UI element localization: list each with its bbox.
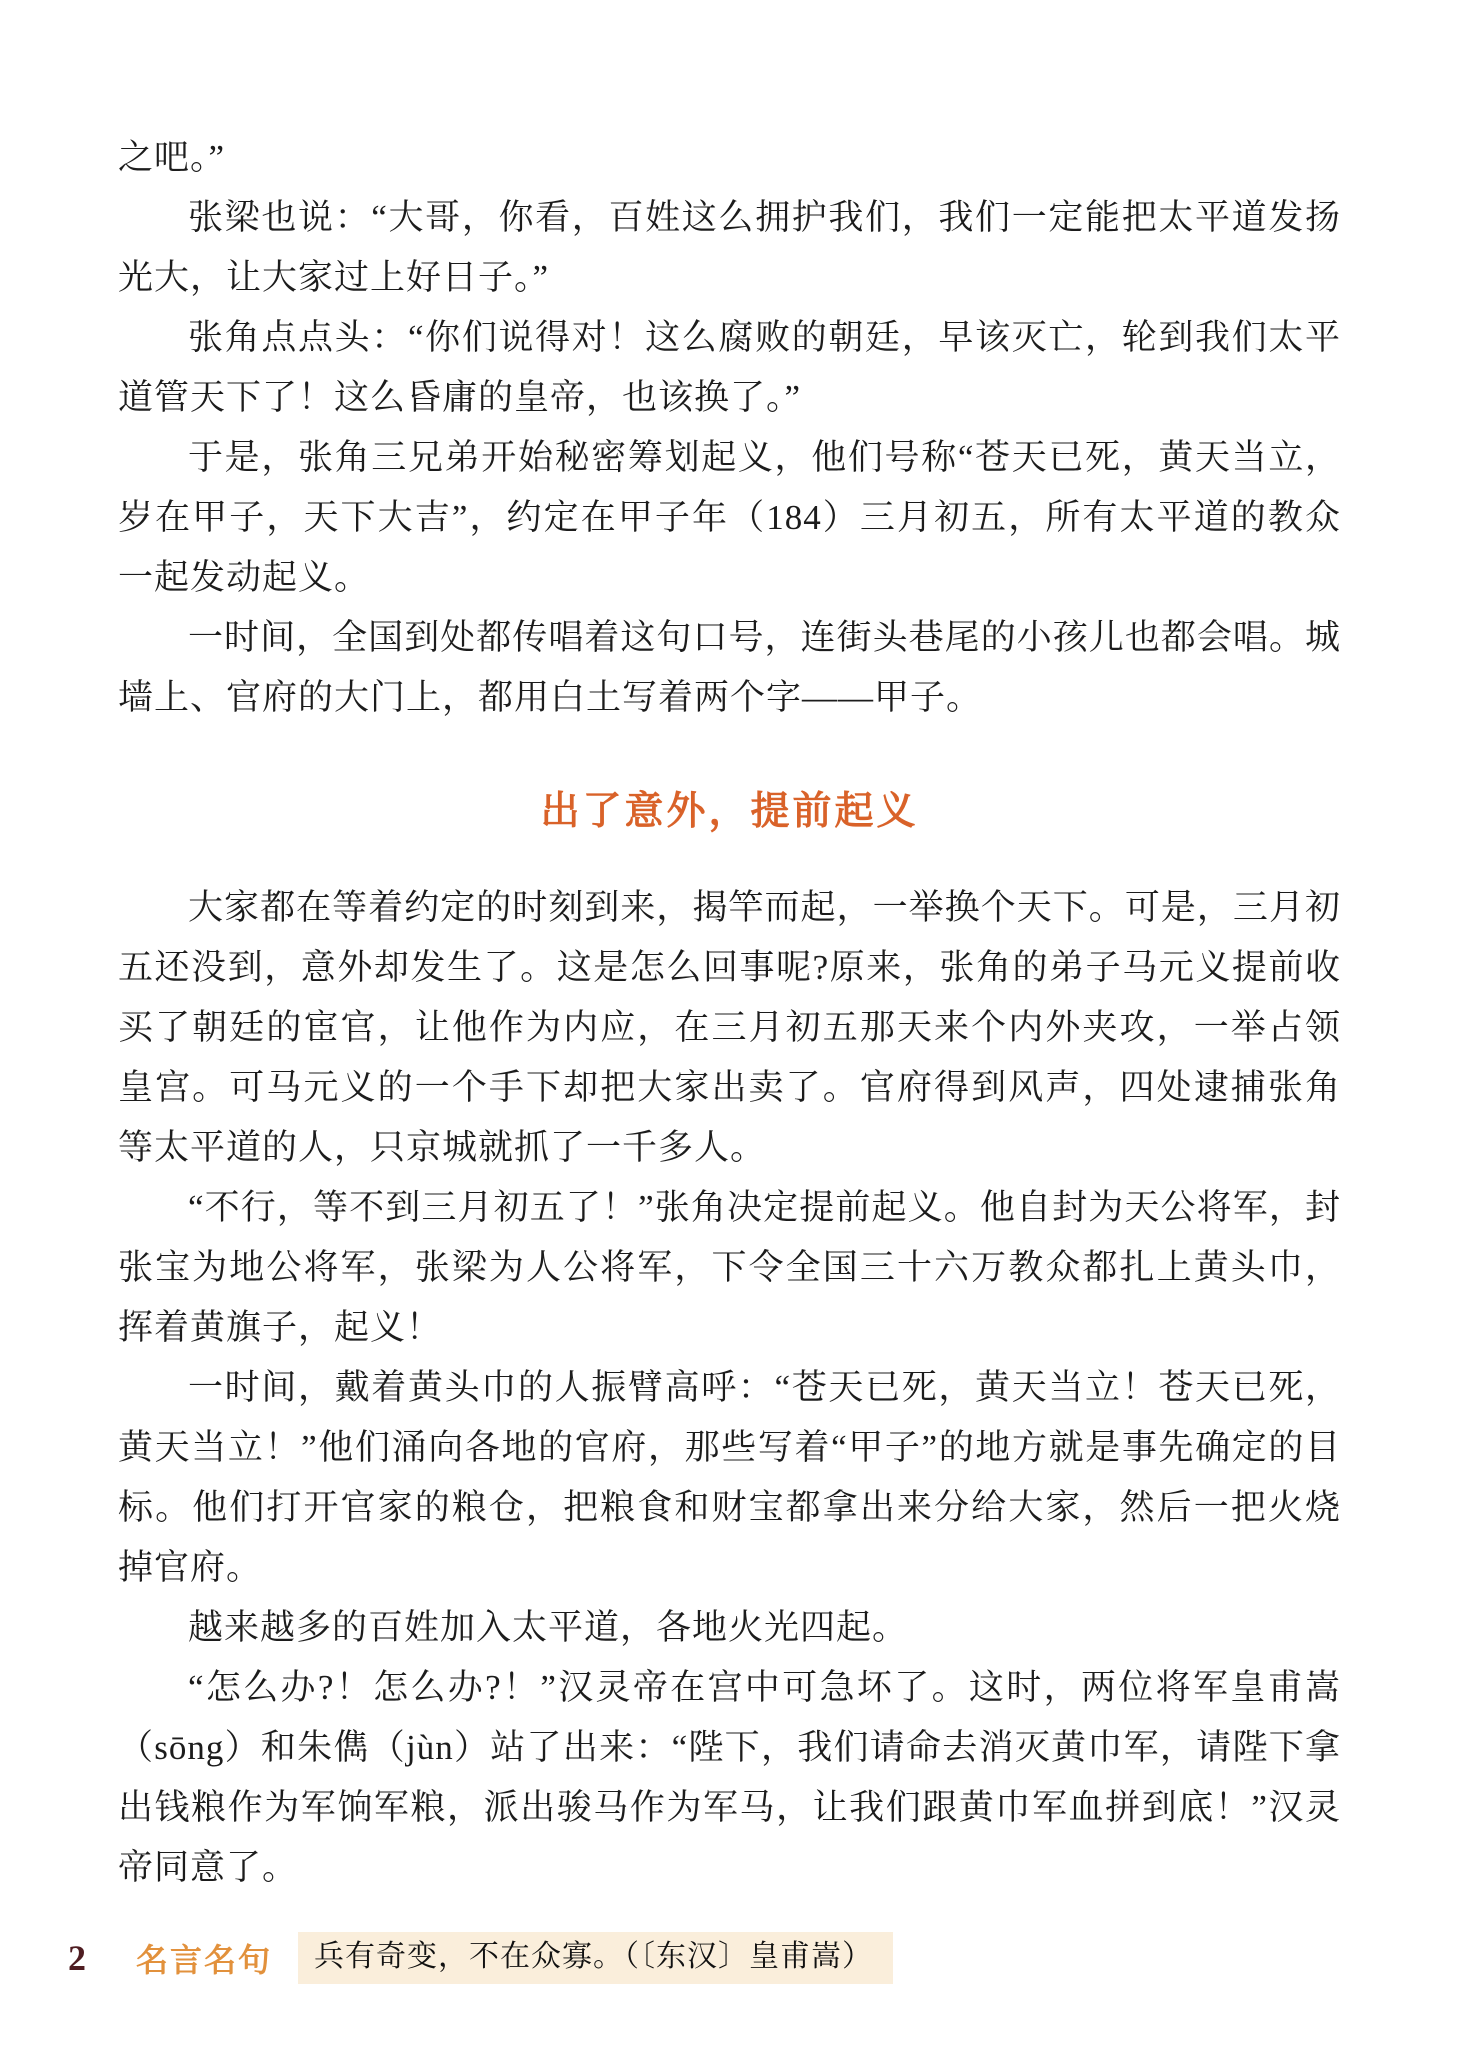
paragraph: 张梁也说：“大哥，你看，百姓这么拥护我们，我们一定能把太平道发扬光大，让大家过上好日子。” — [118, 198, 1341, 297]
paragraph: “不行，等不到三月初五了！”张角决定提前起义。他自封为天公将军，封张宝为地公将军，张梁为人公将军，下令全国三十六万教众都扎上黄头巾，挥着黄旗子，起义！ — [118, 1188, 1341, 1347]
paragraph: “怎么办?！怎么办?！”汉灵帝在宫中可急坏了。这时，两位将军皇甫嵩（sōng）和朱儁（jùn）站了出来：“陛下，我们请命去消灭黄巾军，请陛下拿出钱粮作为军饷军粮，派出骏马作为军马，让我们跟黄巾军血拼到底！”汉灵帝同意了。 — [118, 1668, 1341, 1887]
paragraph: 越来越多的百姓加入太平道，各地火光四起。 — [188, 1608, 909, 1647]
page-footer — [68, 1932, 893, 1984]
footer-column-label: 名言名句 — [136, 1942, 273, 1978]
paragraph: 张角点点头：“你们说得对！这么腐败的朝廷，早该灭亡，轮到我们太平道管天下了！这么昏庸的皇帝，也该换了。” — [118, 318, 1341, 417]
paragraph: 于是，张角三兄弟开始秘密筹划起义，他们号称“苍天已死，黄天当立，岁在甲子，天下大吉”，约定在甲子年（184）三月初五，所有太平道的教众一起发动起义。 — [118, 438, 1341, 597]
paragraph-continuation: 之吧。” — [118, 138, 226, 177]
paragraph: 一时间，戴着黄头巾的人振臂高呼：“苍天已死，黄天当立！苍天已死，黄天当立！”他们涌向各地的官府，那些写着“甲子”的地方就是事先确定的目标。他们打开官家的粮仓，把粮食和财宝都拿出来分给大家，然后一把火烧掉官府。 — [118, 1368, 1341, 1587]
paragraph: 大家都在等着约定的时刻到来，揭竿而起，一举换个天下。可是，三月初五还没到，意外却发生了。这是怎么回事呢?原来，张角的弟子马元义提前收买了朝廷的宦官，让他作为内应，在三月初五那天来个内外夹攻，一举占领皇宫。可马元义的一个手下却把大家出卖了。官府得到风声，四处逮捕张角等太平道的人，只京城就抓了一千多人。 — [118, 888, 1341, 1167]
famous-quote: 兵有奇变，不在众寡。（〔东汉〕皇甫嵩） — [298, 1932, 893, 1984]
section-heading: 出了意外，提前起义 — [540, 790, 919, 833]
paragraph: 一时间，全国到处都传唱着这句口号，连街头巷尾的小孩儿也都会唱。城墙上、官府的大门上，都用白土写着两个字——甲子。 — [118, 618, 1341, 717]
page-number: 2 — [68, 1938, 86, 1978]
